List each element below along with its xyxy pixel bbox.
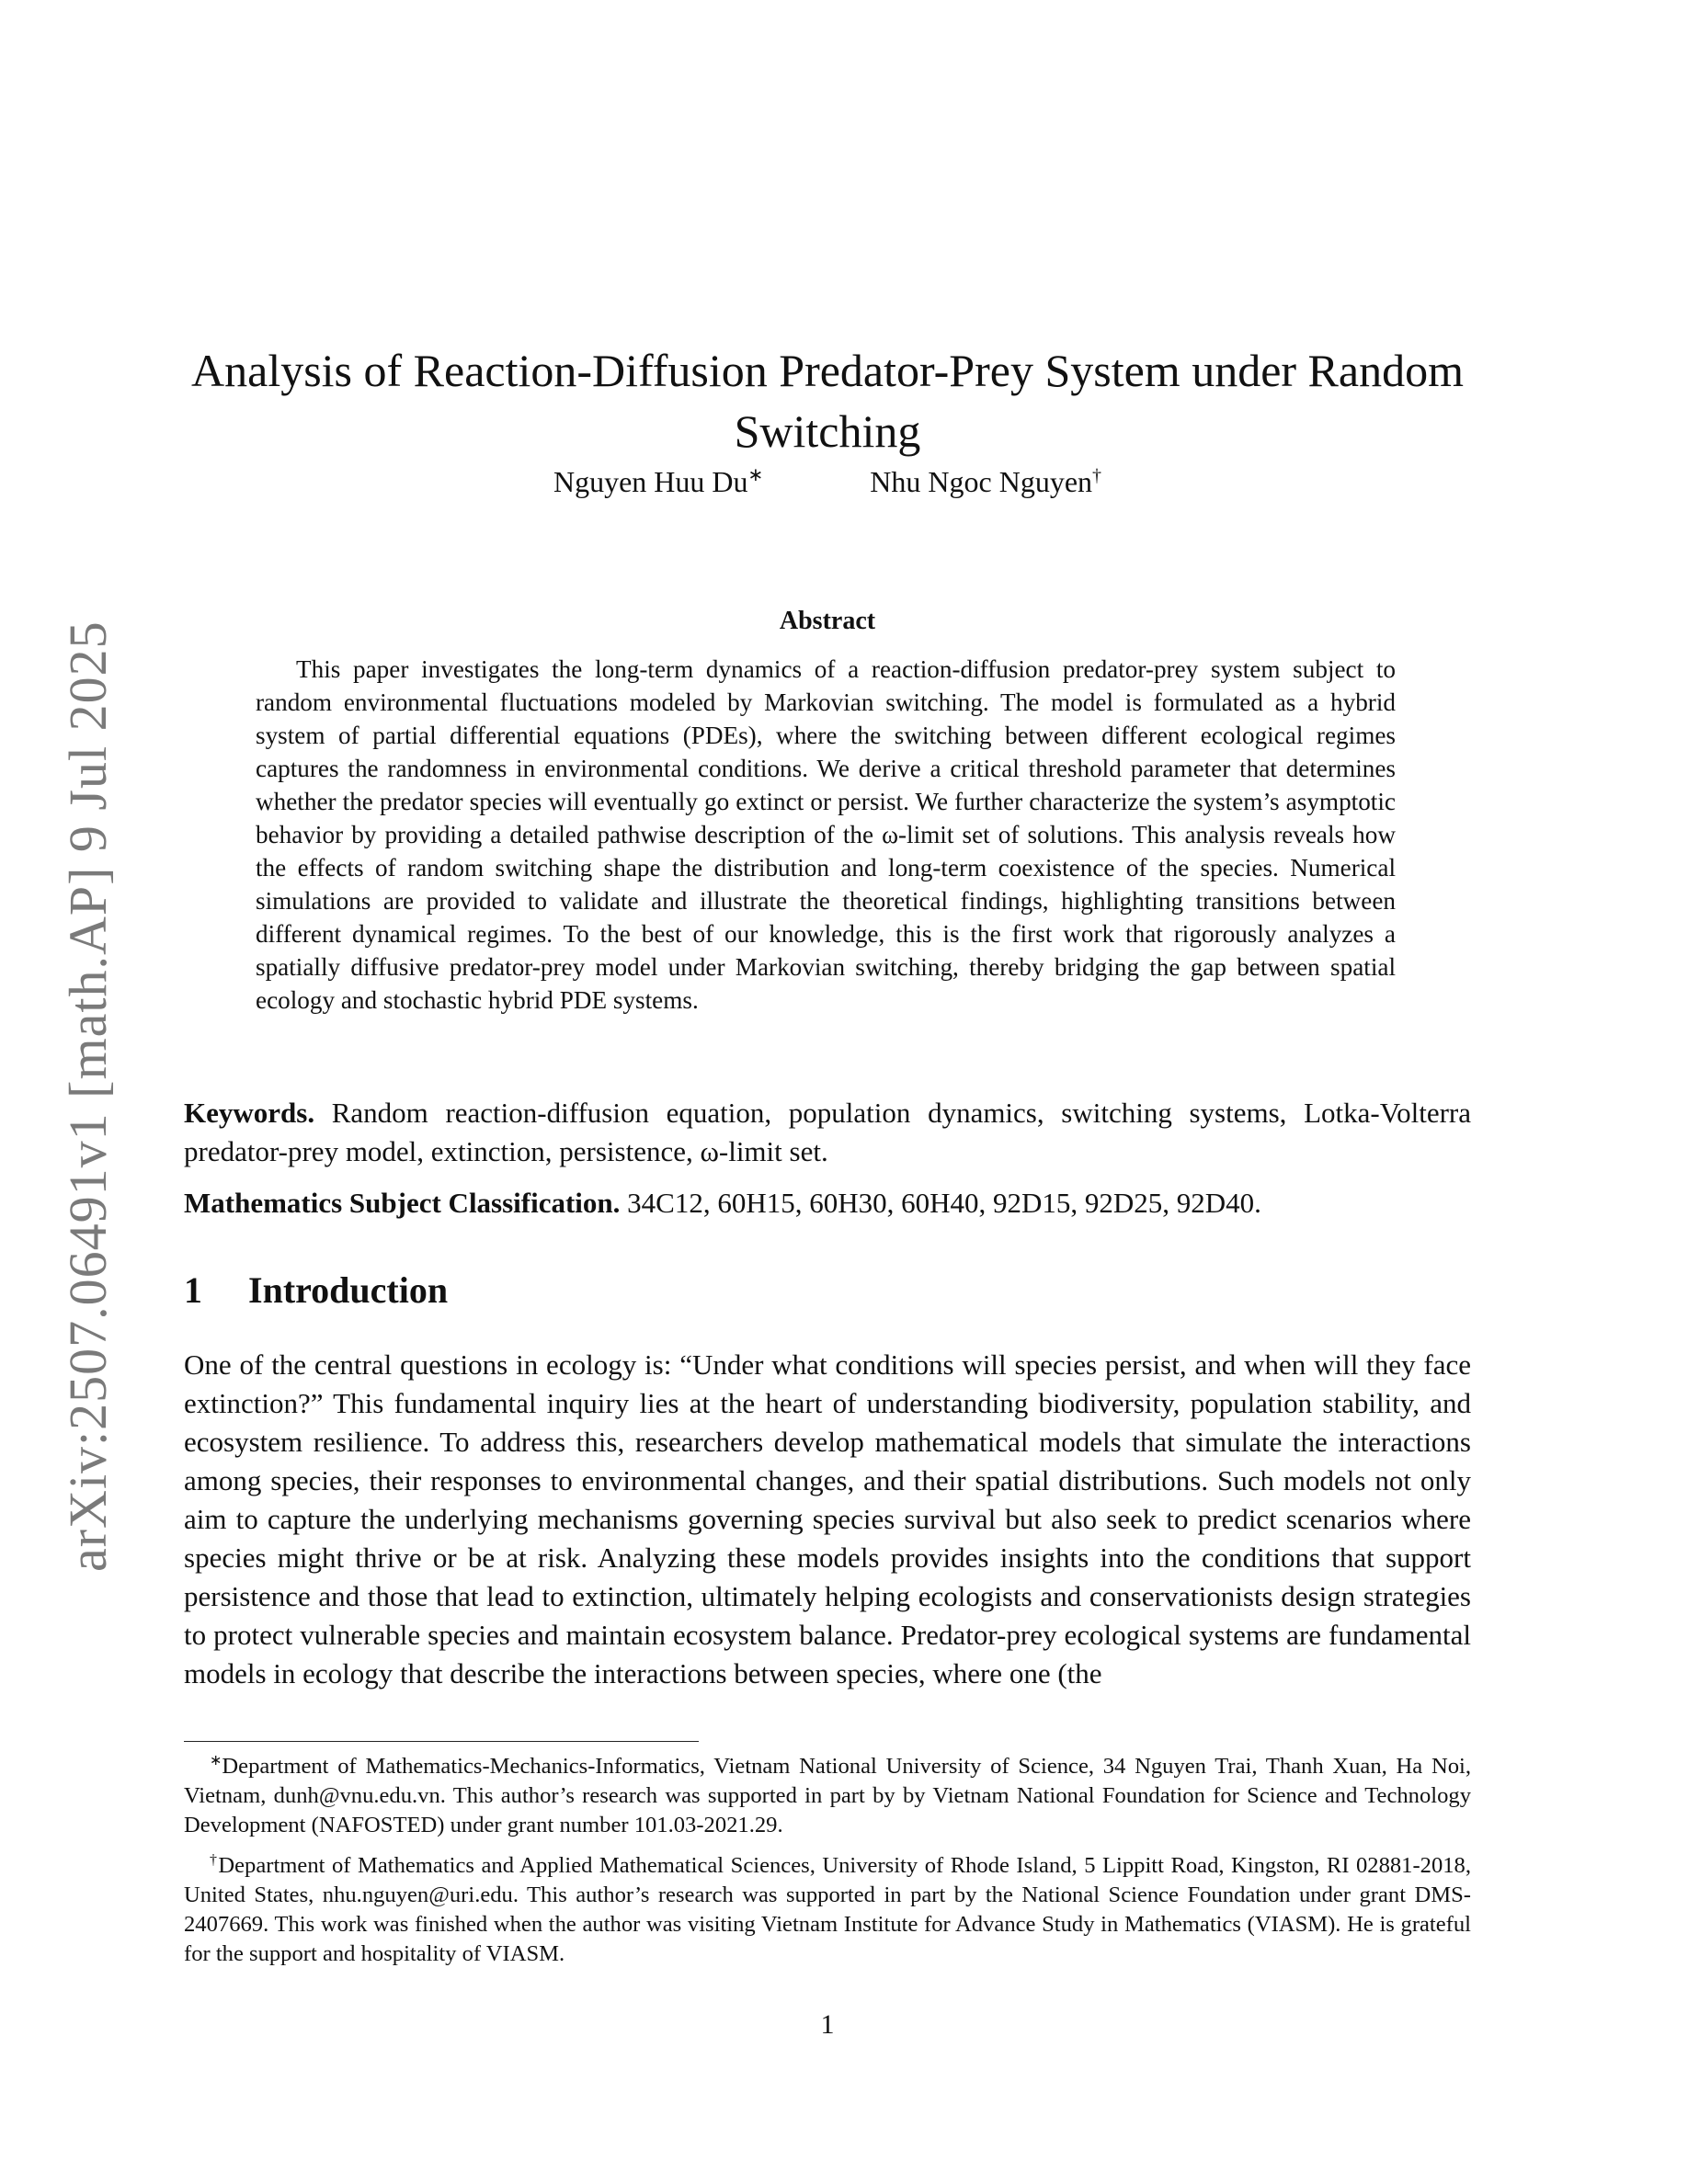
author [870,465,1101,499]
footnote-text: Department of Mathematics-Mechanics-Informatics, Vietnam National University of Science, 34 Nguyen Trai, Thanh Xuan, Ha Noi, Vietnam, dunh@vnu.edu.vn. This author’s research was supported in part by by Vietnam National Foundation for Science and Technology Development (NAFOSTED) under grant number 101.03-2021.29. [184,1754,1471,1838]
keywords-text: Random reaction-diffusion equation, population dynamics, switching systems, Lotka-Volterra predator-prey model, extinction, persistence, ω-limit set. [184,1097,1471,1167]
footnote-mark: † [210,1852,219,1869]
author-footnote-mark: † [1092,465,1102,485]
author [553,463,763,499]
footnote-text: Department of Mathematics and Applied Mathematical Sciences, University of Rhode Island, 5 Lippitt Road, Kingston, RI 02881-2018, United States, nhu.nguyen@uri.edu. This author’s research was supported in part by the National Science Foundation under grant DMS-2407669. This work was finished when the author was visiting Vietnam Institute for Advance Study in Mathematics (VIASM). He is grateful for the support and hospitality of VIASM. [184,1853,1472,1967]
arxiv-identifier: arXiv:2507.06491v1 [math.AP] 9 Jul 2025 [58,620,118,1572]
footnote-rule [184,1741,699,1742]
author-footnote-mark: ∗ [747,465,764,485]
author-list [184,463,1471,499]
abstract-text: This paper investigates the long-term dynamics of a reaction-diffusion predator-prey system subject to random environmental fluctuations modeled by Markovian switching. The model is formulated as a hybrid system of partial differential equations (PDEs), where the switching between different ecological regimes captures the randomness in environmental conditions. We derive a critical threshold parameter that determines whether the predator species will eventually go extinct or persist. We further characterize the system’s asymptotic behavior by providing a detailed pathwise description of the ω-limit set of solutions. This analysis reveals how the effects of random switching shape the distribution and long-term coexistence of the species. Numerical simulations are provided to validate and illustrate the theoretical findings, highlighting transitions between different dynamical regimes. To the best of our knowledge, this is the first work that rigorously analyzes a spatially diffusive predator-prey model under Markovian switching, thereby bridging the gap between spatial ecology and stochastic hybrid PDE systems. [256,655,1396,1014]
paper-title: Analysis of Reaction-Diffusion Predator-Prey System under Random Switching [191,344,1464,457]
msc-label: Mathematics Subject Classification. [184,1187,621,1219]
author-name: Nguyen Huu Du [553,464,748,498]
footnote [184,1846,1471,1969]
introduction-paragraph: One of the central questions in ecology is: “Under what conditions will species persist, and when will they face extinction?” This fundamental inquiry lies at the heart of understanding biodiversity, population stability, and ecosystem resilience. To address this, researchers develop mathematical models that simulate the interactions among species, their responses to environmental changes, and their spatial distributions. Such models not only aim to capture the underlying mechanisms governing species survival but also seek to predict scenarios where species might thrive or be at risk. Analyzing these models provides insights into the conditions that support persistence and those that lead to extinction, ultimately helping ecologists and conservationists design strategies to protect vulnerable species and maintain ecosystem balance. Predator-prey ecological systems are fundamental models in ecology that describe the interactions between species, where one (the [184,1348,1471,1689]
keywords-label: Keywords. [184,1097,315,1129]
abstract-heading: Abstract [779,607,876,635]
section-title: Introduction [248,1269,449,1311]
keywords [184,1094,1471,1171]
author-name: Nhu Ngoc Nguyen [870,464,1093,498]
section-heading [184,1268,1471,1312]
footnote-mark: ∗ [210,1753,222,1769]
footnote [184,1746,1471,1840]
footnotes [184,1746,1471,1974]
subject-classification [184,1184,1471,1223]
section-number: 1 [184,1269,202,1311]
page-number: 1 [820,2009,835,2040]
msc-codes: 34C12, 60H15, 60H30, 60H40, 92D15, 92D25, 92D40. [627,1187,1261,1219]
